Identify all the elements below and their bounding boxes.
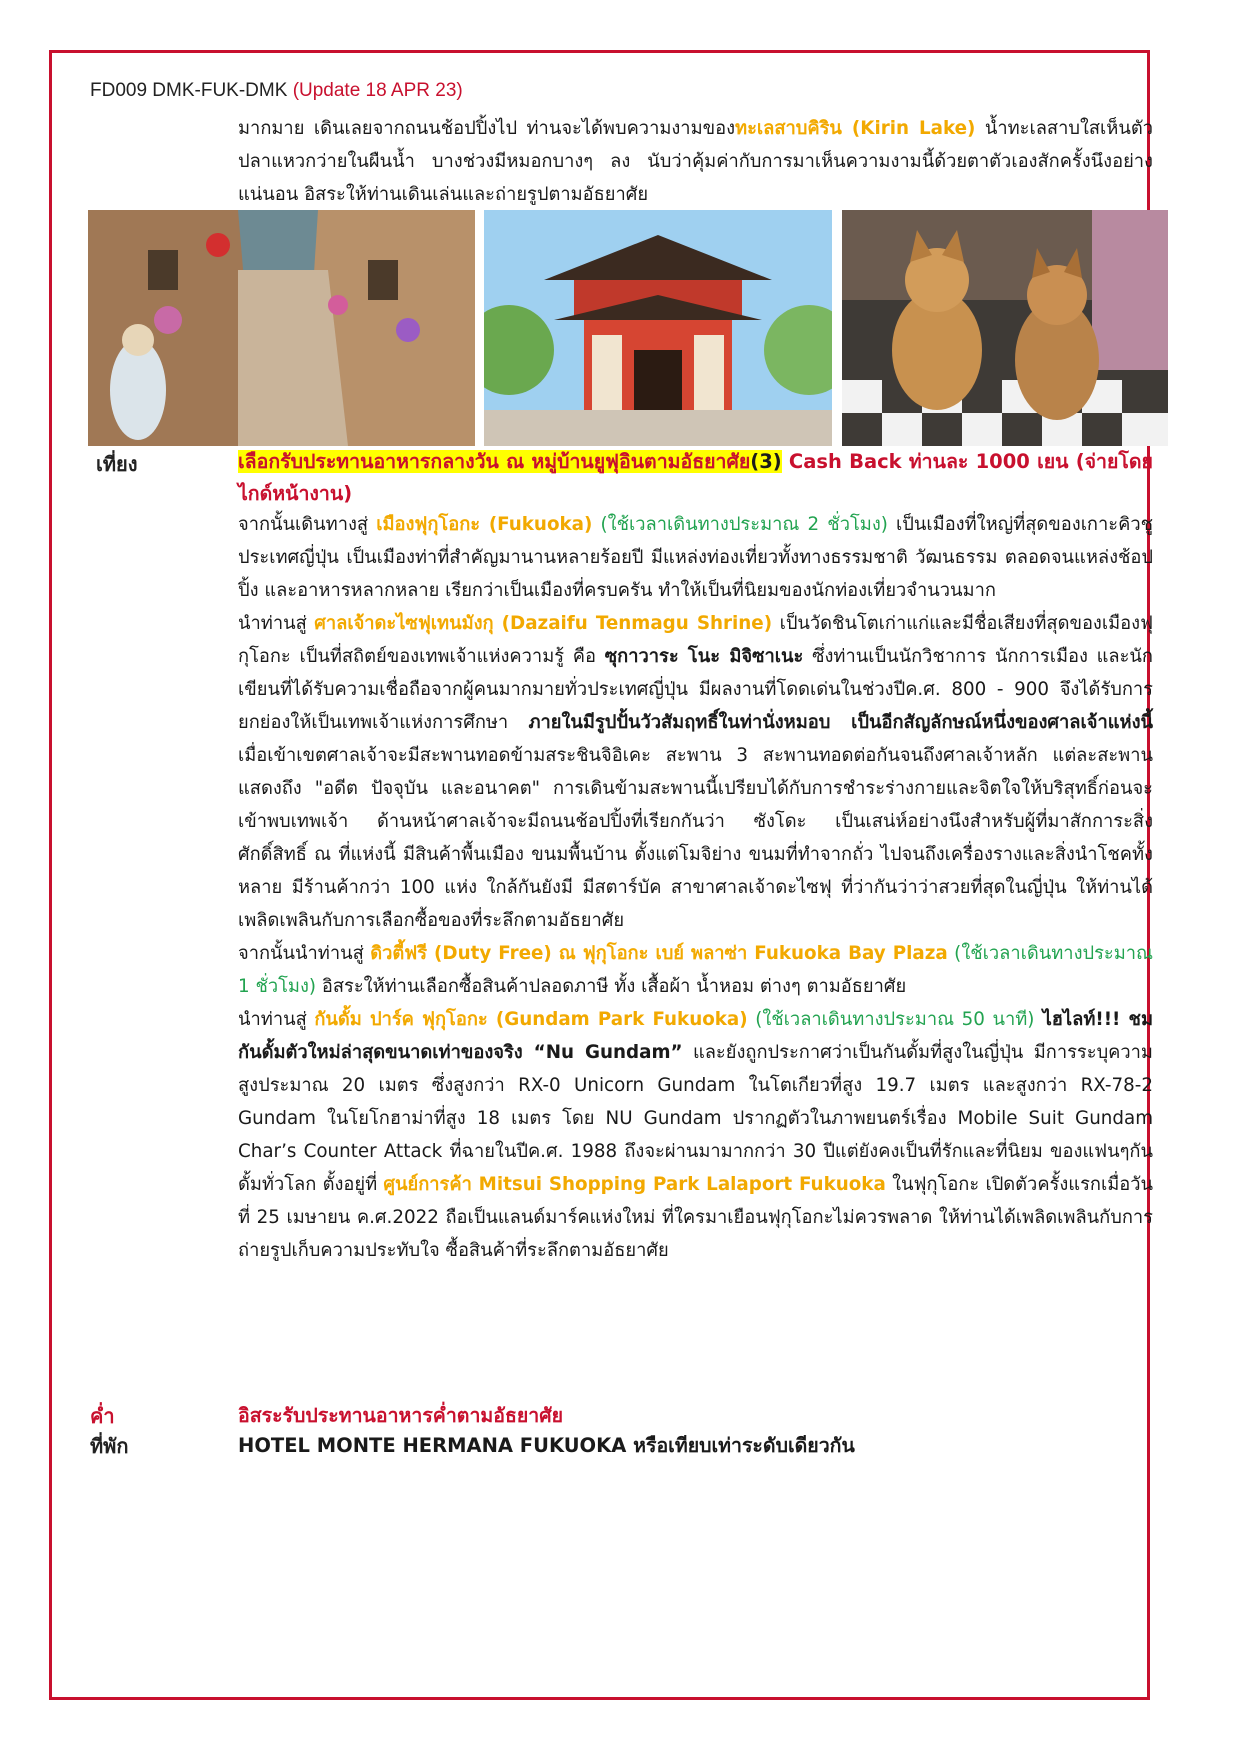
hotel-label: ที่พัก [90, 1434, 129, 1458]
update-date: (Update 18 APR 23) [292, 80, 463, 101]
lunch-number: (3) [750, 450, 782, 473]
gundam-name: กันดั้ม ปาร์ค ฟุกุโอกะ (Gundam Park Fukuoka) [314, 1009, 748, 1030]
dutyfree-paragraph [238, 937, 1153, 1003]
intro-paragraph [238, 112, 1153, 211]
shrine-text-3: เมื่อเข้าเขตศาลเจ้าจะมีสะพานทอดข้ามสระชินจิอิเคะ สะพาน 3 สะพานทอดต่อกันจนถึงศาลเจ้าหลัก แต่ละสะพานแสดงถึง "อดีต ปัจจุบัน และอนาคต" การเดินข้ามสะพานนี้เปรียบได้กับการชำระร่างกายและจิตใจให้บริสุทธิ์ก่อนจะเข้าพบเทพเจ้า ด้านหน้าศาลเจ้าจะมีถนนช้อปปิ้งที่เรียกกันว่า ซังโดะ เป็นเสน่ห์อย่างนึงสำหรับผู้ที่มาสักการะสิ่งศักดิ์สิทธิ์ ณ ที่แห่งนี้ มีสินค้าพื้นเมือง ขนมพื้นบ้าน ตั้งแต่โมจิย่าง ขนมที่ทำจากถั่ว ไปจนถึงเครื่องรางและสิ่งนำโชคทั้งหลาย มีร้านค้ากว่า 100 แห่ง ใกล้กันยังมี มีสตาร์บัค สาขาศาลเจ้าดะไซฟุ ที่ว่ากันว่าว่าสวยที่สุดในญี่ปุ่น ให้ท่านได้เพลิดเพลินกับการเลือกซื้อของที่ระลึกตามอัธยาศัย [238, 745, 1153, 931]
lalaport-name: ศูนย์การค้า Mitsui Shopping Park Lalaport Fukuoka [383, 1174, 886, 1195]
shrine-deity: ซุกาวาระ โนะ มิจิซาเนะ [604, 646, 804, 667]
photo-strip [88, 210, 1168, 446]
shrine-gate-photo-icon [484, 210, 832, 446]
hotel-name: HOTEL MONTE HERMANA FUKUOKA [238, 1434, 627, 1457]
hotel-suffix: หรือเทียบเท่าระดับเดียวกัน [626, 1434, 855, 1457]
gundam-paragraph [238, 1003, 1153, 1267]
tour-code: FD009 DMK-FUK-DMK [90, 80, 288, 101]
shrine-pre: นำท่านสู่ [238, 613, 315, 634]
shrine-paragraph [238, 607, 1153, 937]
shrine-name: ศาลเจ้าดะไซฟุเทนมังกุ (Dazaifu Tenmagu Shrine) [314, 613, 773, 634]
gundam-text-2: ในฟุกุโอกะ เปิดตัวครั้งแรกเมื่อวันที่ 25 เมษายน ค.ศ.2022 ถือเป็นแลนด์มาร์คแห่งใหม่ ที่ใครมาเยือนฟุกุโอกะไม่ควรพลาด ให้ท่านได้เพลิดเพลินกับการถ่ายรูปเก็บความประทับใจ ซื้อสินค้าที่ระลึกตามอัธยาศัย [238, 1174, 1154, 1261]
dutyfree-pre: จากนั้นนำท่านสู่ [238, 943, 371, 964]
lunch-label: เที่ยง [96, 452, 138, 476]
fukuoka-name: เมืองฟุกุโอกะ (Fukuoka) [376, 514, 593, 535]
dinner-text: อิสระรับประทานอาหารค่ำตามอัธยาศัย [238, 1404, 564, 1427]
gundam-travel-time: (ใช้เวลาเดินทางประมาณ 50 นาที) [747, 1009, 1035, 1030]
dutyfree-name: ดิวตี้ฟรี (Duty Free) ณ ฟุกุโอกะ เบย์ พลาซ่า Fukuoka Bay Plaza [370, 943, 948, 964]
dutyfree-desc: อิสระให้ท่านเลือกซื้อสินค้าปลอดภาษี ทั้ง เสื้อผ้า น้ำหอม ต่างๆ ตามอัธยาศัย [316, 976, 907, 997]
gundam-text-1: และยังถูกประกาศว่าเป็นกันดั้มที่สูงในญี่ปุ่น มีการระบุความสูงประมาณ 20 เมตร ซึ่งสูงกว่า RX-0 Unicorn Gundam ในโตเกียวที่สูง 19.7 เมตร และสูงกว่า RX-78-2 Gundam ในโยโกฮาม่าที่สูง 18 เมตร โดย NU Gundam ปรากฏตัวในภาพยนตร์เรื่อง Mobile Suit Gundam Char’s Counter Attack ที่ฉายในปีค.ศ. 1988 ถึงจะผ่านมามากกว่า 30 ปีแต่ยังคงเป็นที่รักและที่นิยม ของแฟนๆกันดั้มทั่วโลก ตั้งอยู่ที่ [238, 1042, 1153, 1195]
intro-text-1: มากมาย เดินเลยจากถนนช้อปปิ้งไป ท่านจะได้พบความงามของ [238, 118, 736, 139]
dutyfree-travel-time: (ใช้เวลาเดินทางประมาณ 1 ชั่วโมง) [238, 943, 1154, 997]
page-header [90, 80, 463, 102]
intro-text-2: น้ำทะเลสาบใสเห็นตัวปลาแหวกว่ายในผืนน้ำ บางช่วงมีหมอกบางๆ ลง นับว่าคุ้มค่ากับการมาเห็นความงามนี้ด้วยตาตัวเองสักครั้งนึงอย่างแน่นอน อิสระให้ท่านเดินเล่นและถ่ายรูปตามอัธยาศัย [238, 118, 1153, 205]
kirin-lake-name: ทะเลสาบคิริน (Kirin Lake) [735, 118, 976, 139]
fukuoka-travel-time: (ใช้เวลาเดินทางประมาณ 2 ชั่วโมง) [592, 514, 888, 535]
hotel-line [238, 1430, 855, 1461]
fukuoka-desc: เป็นเมืองที่ใหญ่ที่สุดของเกาะคิวชู ประเทศญี่ปุ่น เป็นเมืองท่าที่สำคัญมานานหลายร้อยปี มีแหล่งท่องเที่ยวทั้งทางธรรมชาติ วัฒนธรรม ตลอดจนแหล่งช้อปปิ้ง และอาหารหลากหลาย เรียกว่าเป็นเมืองที่ครบครัน ทำให้เป็นที่นิยมของนักท่องเที่ยวจำนวนมาก [238, 514, 1153, 601]
fukuoka-pre: จากนั้นเดินทางสู่ [238, 514, 377, 535]
lunch-title: เลือกรับประทานอาหารกลางวัน ณ หมู่บ้านยูฟุอินตามอัธยาศัย [238, 450, 751, 473]
shrine-text-1: เป็นวัดชินโตเก่าแก่และมีชื่อเสียงที่สุดของเมืองฟุกุโอกะ เป็นที่สถิตย์ของเทพเจ้าแห่งความรู้ คือ [238, 613, 1154, 667]
shrine-text-2: ซึ่งท่านเป็นนักวิชาการ นักการเมือง และนักเขียนที่ได้รับความเชื่อถือจากผู้คนมากมายทั่วประเทศญี่ปุ่น มีผลงานที่โดดเด่นในช่วงปีค.ศ. 800 - 900 จึงได้รับการยกย่องให้เป็นเทพเจ้าแห่งการศึกษา [238, 646, 1153, 733]
lunch-cashback: Cash Back ท่านละ 1000 เยน (จ่ายโดยไกด์หน้างาน) [238, 450, 1153, 505]
itinerary-body [238, 508, 1153, 1267]
dinner-label: ค่ำ [90, 1404, 115, 1428]
shrine-highlight: ภายในมีรูปปั้นวัวสัมฤทธิ์ในท่านั่งหมอบ เป็นอีกสัญลักษณ์หนึ่งของศาลเจ้าแห่งนี้ [528, 712, 1153, 733]
cat-cafe-photo-icon [842, 210, 1168, 446]
alley-photo-icon [88, 210, 475, 446]
fukuoka-paragraph [238, 508, 1153, 607]
gundam-highlight: ไฮไลท์!!! ชม กันดั้มตัวใหม่ล่าสุดขนาดเท่าของจริง “Nu Gundam” [238, 1009, 1153, 1063]
lunch-line [238, 446, 1153, 510]
gundam-pre: นำท่านสู่ [238, 1009, 315, 1030]
